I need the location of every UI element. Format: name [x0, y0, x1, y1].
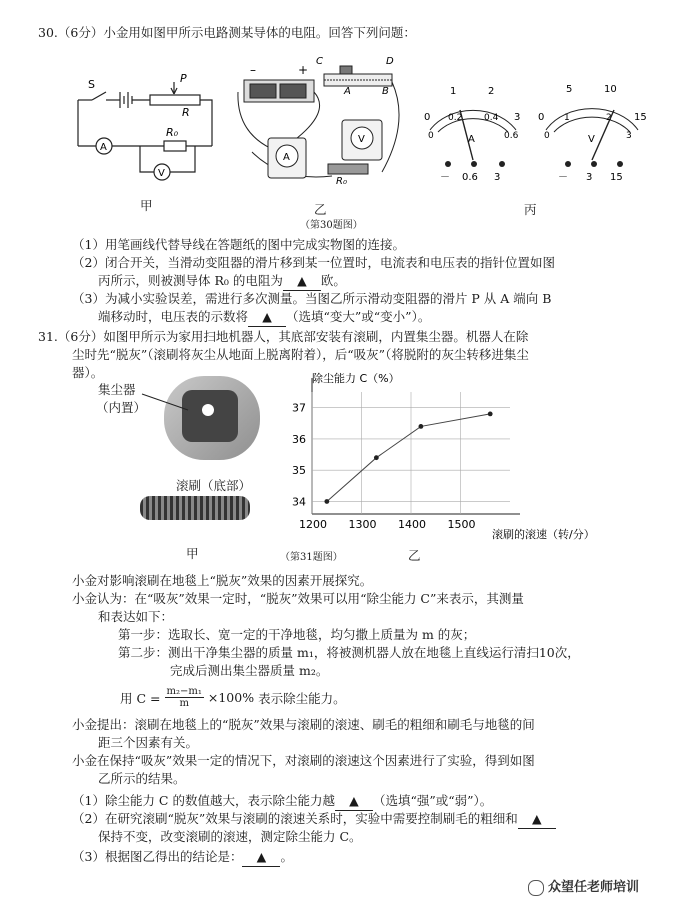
- chart-xlabel: 滚刷的滚速（转/分）: [492, 528, 595, 541]
- label-inner: （内置）: [96, 400, 147, 415]
- svg-text:0.6: 0.6: [504, 131, 519, 141]
- y-tick-label: 35: [292, 464, 306, 478]
- q31-header-2: 尘时先“脱灰”（滚刷将灰尘从地面上脱离附着），后“吸灰”（将脱附的灰尘转移进集尘: [72, 347, 529, 362]
- pointer-line: [140, 390, 200, 420]
- label-B: B: [382, 86, 389, 97]
- svg-text:5: 5: [566, 84, 573, 95]
- svg-text:1: 1: [564, 113, 570, 123]
- dust-capacity-chart: [270, 362, 650, 546]
- q31-question-3: （3）根据图乙得出的结论是： ▲ 。: [72, 848, 293, 867]
- x-tick-label: 1400: [398, 518, 426, 531]
- q31-question-2b: 保持不变，改变滚刷的滚速，测定除尘能力 C。: [98, 829, 362, 844]
- svg-text:0: 0: [428, 131, 434, 141]
- label-R0: R₀: [166, 126, 179, 139]
- svg-text:3: 3: [494, 172, 501, 183]
- svg-text:V: V: [588, 134, 595, 145]
- svg-text:3: 3: [626, 131, 632, 141]
- answer-blank-voltage[interactable]: ▲: [248, 308, 286, 327]
- q31-body-2: 和表达如下：: [98, 609, 174, 624]
- fig-label-yi-31: 乙: [408, 548, 421, 563]
- apparatus-yi: [232, 52, 412, 202]
- q31-header-1: 31.（6分）如图甲所示为家用扫地机器人，其底部安装有滚刷，内置集尘器。机器人在除: [38, 329, 529, 344]
- x-tick-label: 1500: [447, 518, 476, 531]
- x-tick-label: 1200: [299, 518, 327, 531]
- y-tick-label: 36: [292, 432, 306, 446]
- label-roller-brush: 滚刷（底部）: [176, 478, 252, 493]
- svg-text:10: 10: [604, 84, 617, 95]
- q31-step-1: 第一步：选取长、宽一定的干净地毯，均匀撒上质量为 m 的灰；: [118, 627, 476, 642]
- q30-item-3b: 端移动时，电压表的示数将 ▲ （选填“变大”或“变小”）。: [98, 308, 430, 327]
- q31-body-0: 小金对影响滚刷在地毯上“脱灰”效果的因素开展探究。: [72, 573, 373, 588]
- q31-body-1: 小金认为：在“吸灰”效果一定时，“脱灰”效果可以用“除尘能力 C”来表示，其测量: [72, 591, 524, 606]
- svg-text:A: A: [468, 134, 475, 145]
- label-R: R: [182, 106, 190, 119]
- fig-label-yi: 乙: [314, 202, 327, 217]
- q30-item-2a: （2）闭合开关，当滑动变阻器的滑片移到某一位置时，电流表和电压表的指针位置如图: [72, 255, 555, 270]
- meter-A-label: A: [283, 152, 290, 163]
- svg-text:0: 0: [538, 112, 545, 123]
- q30-item-1: （1）用笔画线代替导线在答题纸的图中完成实物图的连接。: [72, 237, 405, 252]
- label-V: V: [158, 168, 165, 179]
- answer-blank-control[interactable]: ▲: [518, 810, 556, 829]
- svg-text:－: －: [558, 172, 568, 183]
- q30-item-2b: 丙所示，则被测导体 R₀ 的电阻为 ▲ 欧。: [98, 272, 346, 291]
- chart-ylabel: 除尘能力 C（%）: [312, 372, 400, 385]
- svg-text:0: 0: [424, 112, 431, 123]
- battery-plus: +: [298, 63, 309, 77]
- y-tick-label: 37: [292, 401, 306, 415]
- q31-header-3: 器）。: [72, 365, 104, 380]
- q31-body-9: 小金在保持“吸灰”效果一定的情况下，对滚刷的滚速这个因素进行了实验，得到如图: [72, 753, 535, 768]
- label-P: P: [180, 72, 187, 85]
- formula: 用 C = $\frac{\text{m₂−m₁}}{m}$ ×100% 表示除尘能力。: [120, 686, 346, 709]
- voltmeter-dial: [534, 80, 654, 190]
- label-C: C: [316, 56, 323, 67]
- svg-text:15: 15: [610, 172, 623, 183]
- label-dust-collector: 集尘器: [98, 382, 136, 397]
- svg-text:0: 0: [544, 131, 550, 141]
- fig-label-bing: 丙: [524, 202, 537, 217]
- q31-step-2b: 完成后测出集尘器质量 m₂。: [170, 663, 329, 678]
- answer-blank-conclusion[interactable]: ▲: [242, 848, 280, 867]
- label-A2: A: [344, 86, 351, 97]
- data-point: [324, 499, 329, 504]
- fig31-caption: （第31题图）: [280, 552, 343, 563]
- svg-text:1: 1: [450, 86, 457, 97]
- answer-blank-strength[interactable]: ▲: [335, 792, 373, 811]
- svg-text:3: 3: [514, 112, 521, 123]
- q31-question-2: （2）在研究滚刷“脱灰”效果与滚刷的滚速关系时，实验中需要控制刷毛的粗细和 ▲: [72, 810, 556, 829]
- y-tick-label: 34: [292, 495, 306, 509]
- svg-text:0.4: 0.4: [484, 113, 499, 123]
- meter-V-label: V: [358, 134, 365, 145]
- data-point: [374, 455, 379, 460]
- q31-body-8: 距三个因素有关。: [98, 735, 199, 750]
- svg-text:0.2: 0.2: [448, 113, 463, 123]
- q30-item-3a: （3）为减小实验误差，需进行多次测量。当图乙所示滑动变阻器的滑片 P 从 A 端向 B: [72, 291, 552, 306]
- fig30-caption: （第30题图）: [300, 220, 363, 231]
- answer-blank-resistance[interactable]: ▲: [283, 272, 321, 291]
- watermark: 众望任老师培训: [528, 876, 639, 896]
- svg-text:15: 15: [634, 112, 647, 123]
- svg-text:0.6: 0.6: [462, 172, 478, 183]
- svg-text:2: 2: [606, 113, 612, 123]
- svg-text:2: 2: [488, 86, 495, 97]
- data-point: [419, 424, 424, 429]
- roller-brush-photo: [140, 496, 250, 520]
- circuit-diagram-jia: [70, 62, 220, 192]
- label-A: A: [100, 142, 107, 153]
- fig-label-jia: 甲: [140, 198, 153, 213]
- label-D: D: [386, 56, 394, 67]
- q31-step-2: 第二步：测出干净集尘器的质量 m₁，将被测机器人放在地毯上直线运行清扫10次，: [118, 645, 580, 660]
- label-S: S: [88, 78, 95, 91]
- data-point: [488, 411, 493, 416]
- fig-label-jia-31: 甲: [186, 546, 199, 561]
- svg-text:3: 3: [586, 172, 593, 183]
- q31-body-7: 小金提出：滚刷在地毯上的“脱灰”效果与滚刷的滚速、刷毛的粗细和刷毛与地毯的间: [72, 717, 535, 732]
- x-tick-label: 1300: [348, 518, 377, 531]
- q31-body-10: 乙所示的结果。: [98, 771, 186, 786]
- q31-question-1: （1）除尘能力 C 的数值越大，表示除尘能力越 ▲ （选填“强”或“弱”）。: [72, 792, 492, 811]
- label-R0-yi: R₀: [336, 176, 347, 187]
- series-line: [327, 414, 490, 502]
- ammeter-dial: [418, 80, 528, 190]
- battery-minus: –: [250, 63, 256, 77]
- q30-header: 30.（6分）小金用如图甲所示电路测某导体的电阻。回答下列问题：: [38, 25, 416, 40]
- svg-text:－: －: [440, 172, 450, 183]
